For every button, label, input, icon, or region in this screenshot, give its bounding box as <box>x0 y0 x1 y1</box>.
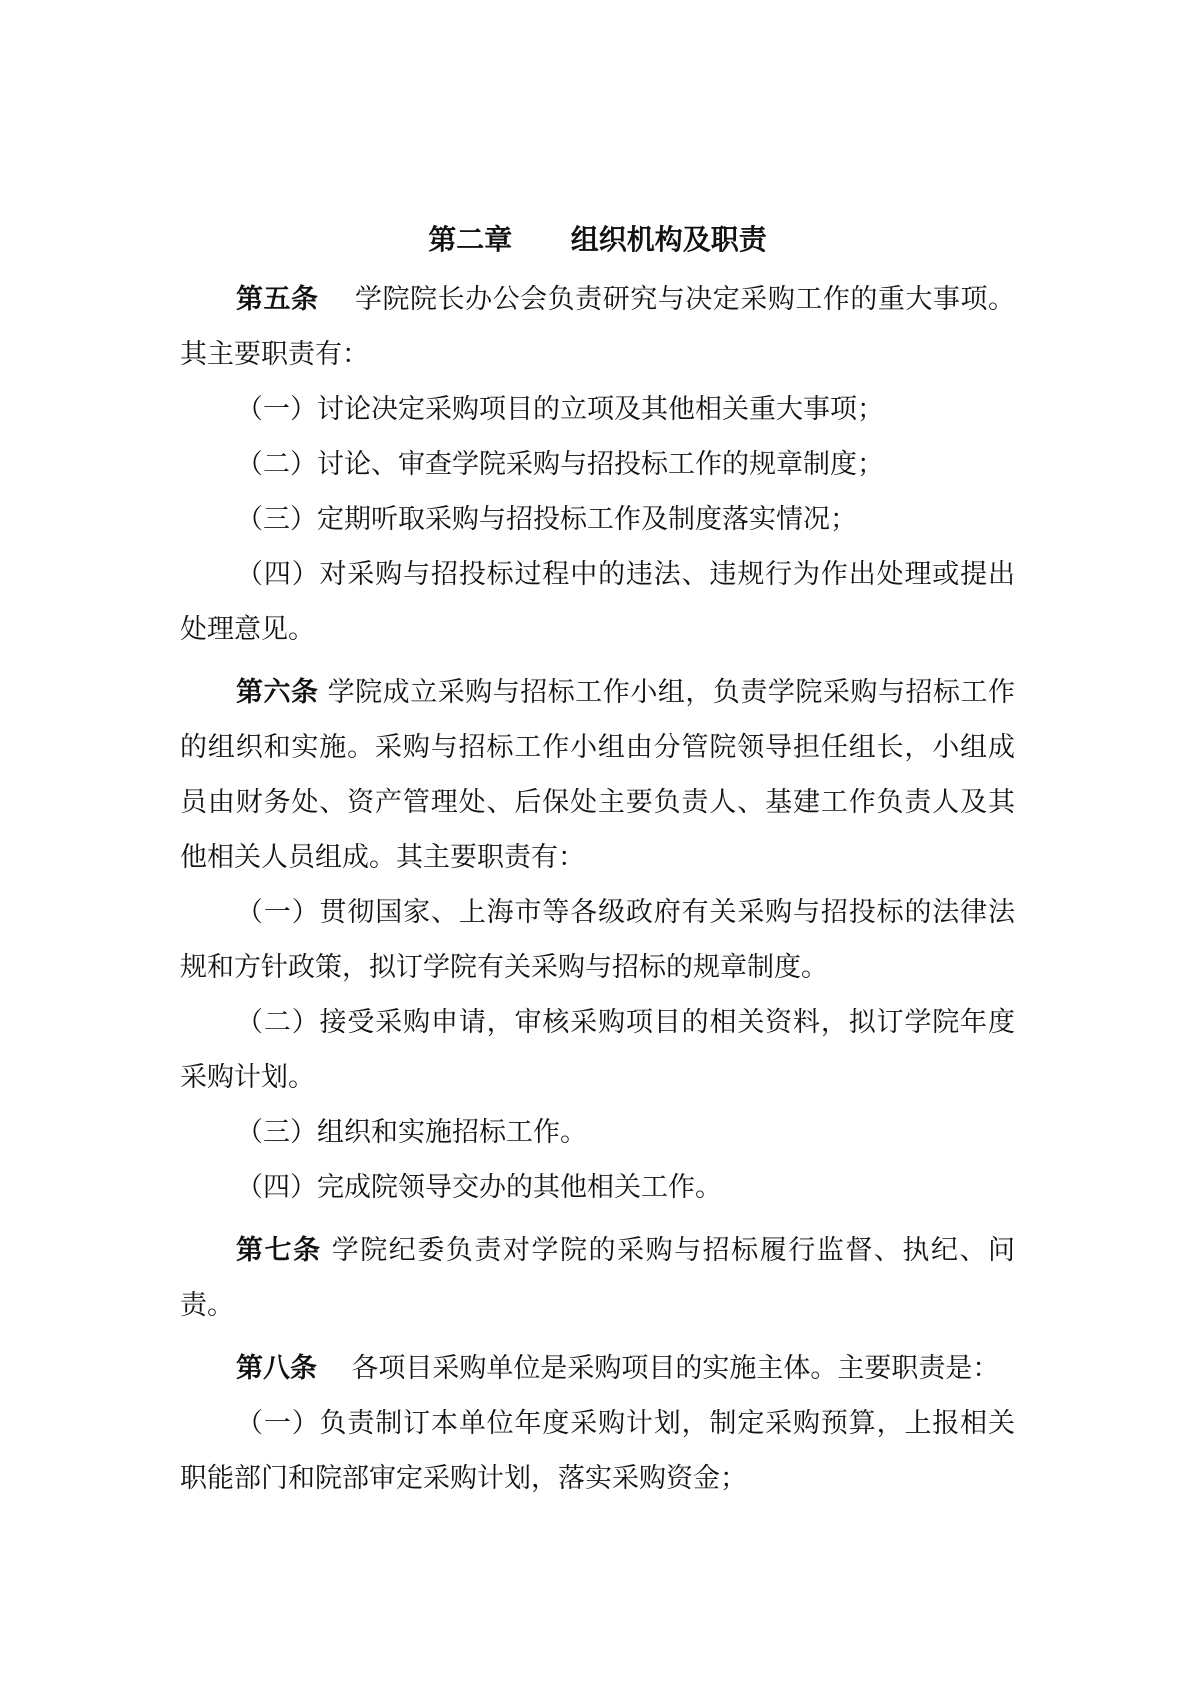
article-5-separator <box>319 284 355 315</box>
article-6-text: 学院成立采购与招标工作小组，负责学院采购与招标工作的组织和实施。采购与招标工作小组由分管院领导担任组长，小组成员由财务处、资产管理处、后保处主要负责人、基建工作负责人及其他相关人员组成。其主要职责有： <box>180 677 1016 873</box>
article-8-item-1: （一）负责制订本单位年度采购计划，制定采购预算，上报相关职能部门和院部审定采购计划，落实采购资金； <box>180 1408 1015 1494</box>
article-6-label: 第六条 <box>236 677 319 708</box>
article-5-item-4: （四）对采购与招投标过程中的违法、违规行为作出处理或提出处理意见。 <box>180 559 1015 645</box>
article-7-separator <box>322 1235 332 1266</box>
article-5-label: 第五条 <box>236 284 319 315</box>
article-8-paragraph <box>180 1341 1015 1396</box>
document-body <box>180 212 1015 1506</box>
article-6-item-3: （三）组织和实施招标工作。 <box>236 1117 587 1148</box>
article-7-paragraph <box>180 1223 1015 1333</box>
article-5-item-1: （一）讨论决定采购项目的立项及其他相关重大事项； <box>236 394 884 425</box>
article-7-label: 第七条 <box>236 1235 322 1266</box>
article-6-item-2: （二）接受采购申请，审核采购项目的相关资料，拟订学院年度采购计划。 <box>180 1007 1015 1093</box>
article-6-paragraph <box>180 665 1015 885</box>
article-5-item-2: （二）讨论、审查学院采购与招投标工作的规章制度； <box>236 449 884 480</box>
article-8-separator <box>317 1353 351 1384</box>
article-5-paragraph <box>180 272 1015 382</box>
chapter-title: 第二章 组织机构及职责 <box>428 223 767 256</box>
article-6-separator <box>319 677 328 708</box>
article-7-text: 学院纪委负责对学院的采购与招标履行监督、执纪、问责。 <box>180 1235 1016 1321</box>
article-6-item-4: （四）完成院领导交办的其他相关工作。 <box>236 1172 722 1203</box>
article-6-item-1: （一）贯彻国家、上海市等各级政府有关采购与招投标的法律法规和方针政策，拟订学院有关采购与招标的规章制度。 <box>180 897 1015 983</box>
article-5-text: 学院院长办公会负责研究与决定采购工作的重大事项。其主要职责有： <box>180 284 1016 370</box>
article-8-text: 各项目采购单位是采购项目的实施主体。主要职责是： <box>351 1353 1000 1384</box>
article-5-item-3: （三）定期听取采购与招投标工作及制度落实情况； <box>236 504 857 535</box>
article-8-label: 第八条 <box>236 1353 317 1384</box>
